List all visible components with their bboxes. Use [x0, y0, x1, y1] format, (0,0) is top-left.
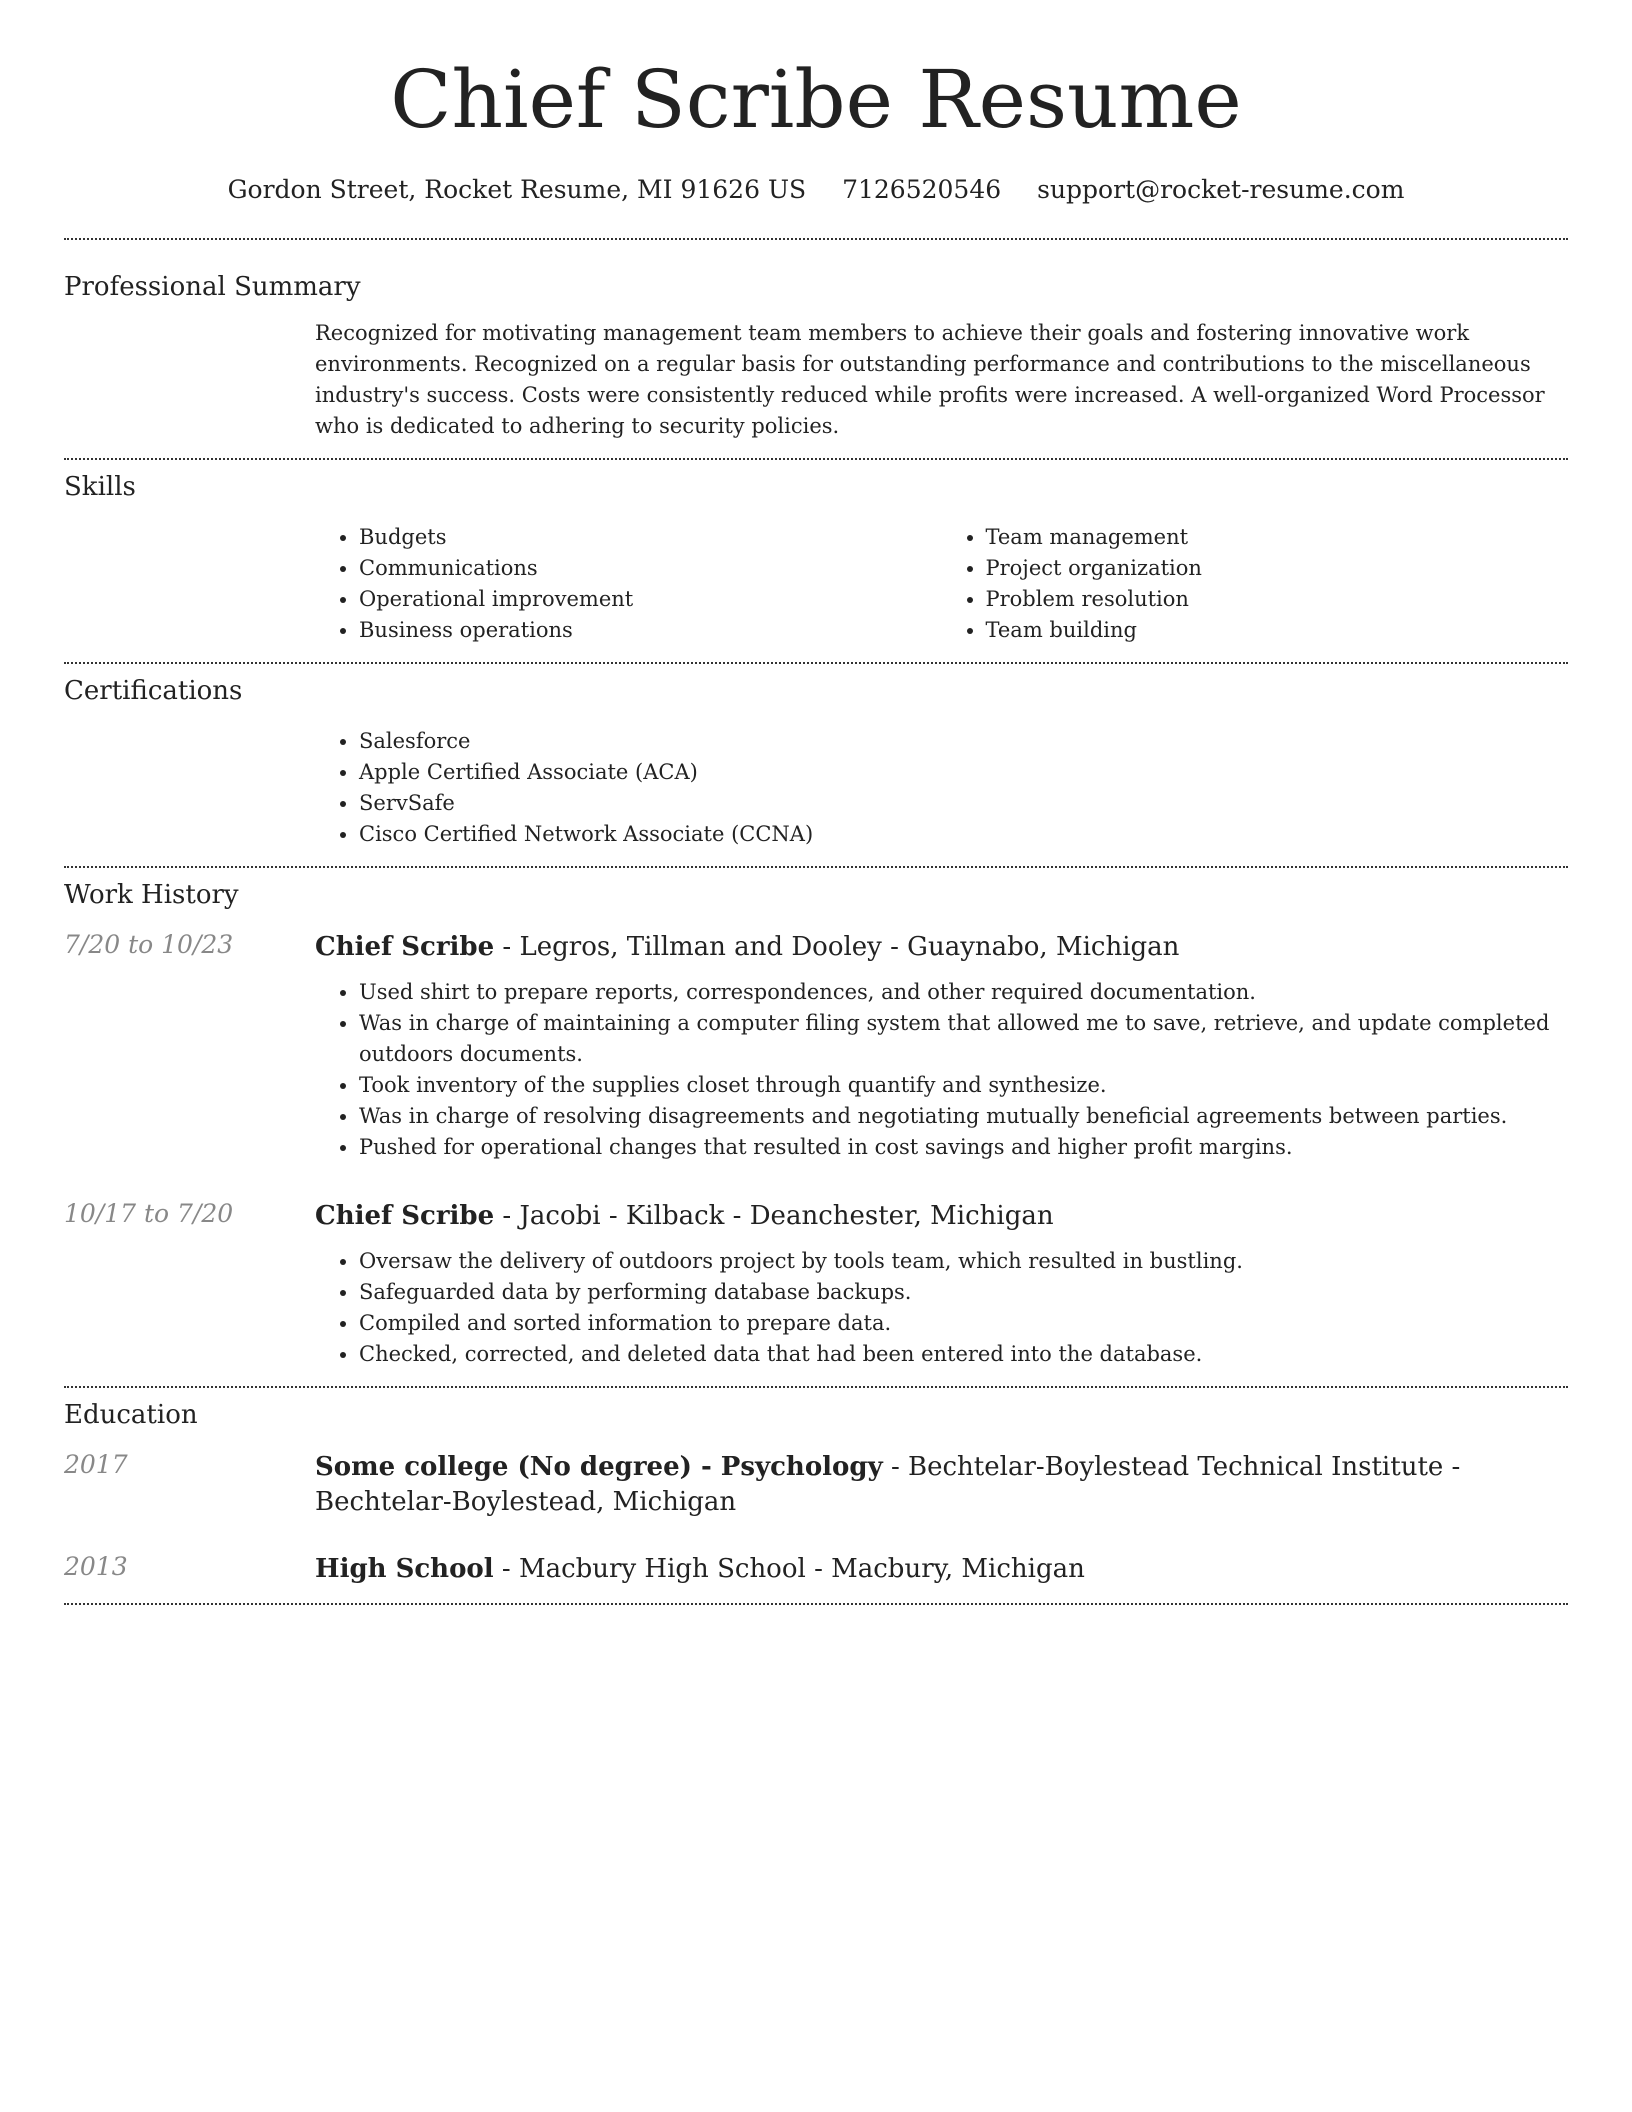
section-certifications [64, 664, 1568, 866]
job-bullet: • Was in charge of resolving disagreements and negotiating mutually beneficial agreements between parties. [359, 1101, 1568, 1132]
certification-item: • Salesforce [359, 726, 1568, 757]
education-body [315, 1552, 1568, 1587]
skill-item: • Problem resolution [986, 584, 1569, 615]
certification-item: • Cisco Certified Network Associate (CCNA) [359, 819, 1568, 850]
skills-list-right [942, 522, 1569, 646]
education-year: 2013 [64, 1552, 128, 1581]
skill-item: • Team building [986, 615, 1569, 646]
job-role: Chief Scribe [315, 932, 495, 962]
job-title [315, 930, 1568, 965]
job-bullet: • Pushed for operational changes that resulted in cost savings and higher profit margins. [359, 1132, 1568, 1163]
section-title-summary: Professional Summary [64, 272, 361, 302]
section-title-education: Education [64, 1400, 198, 1430]
certifications-left-spacer [64, 726, 315, 850]
job-bullet: • Safeguarded data by performing database backups. [359, 1277, 1568, 1308]
skills-columns [315, 522, 1568, 646]
education-body [315, 1450, 1568, 1520]
summary-text: Recognized for motivating management team members to achieve their goals and fostering innovative work environments. Recognized on a regular basis for outstanding performance and contributions to the miscellaneous industry's success. Costs were consistently reduced while profits were increased. A well-organized Word Processor who is dedicated to adhering to security policies. [315, 321, 1545, 438]
job-bullet: • Used shirt to prepare reports, correspondences, and other required documentation. [359, 977, 1568, 1008]
job-bullets [315, 1246, 1568, 1370]
education-school-location: - Macbury High School - Macbury, Michigan [493, 1554, 1085, 1584]
certifications-list [315, 726, 1568, 850]
skills-row [64, 522, 1568, 646]
section-work-history [64, 868, 1568, 1386]
section-professional-summary [64, 240, 1568, 458]
job-role: Chief Scribe [315, 1201, 495, 1231]
skill-item: • Team management [986, 522, 1569, 553]
section-skills [64, 460, 1568, 662]
education-degree: Some college (No degree) - Psychology [315, 1452, 883, 1482]
job-dates: 7/20 to 10/23 [64, 930, 234, 959]
education-school-location: - Bechtelar-Boylestead Technical Institute - Bechtelar-Boylestead, Michigan [315, 1452, 1461, 1517]
skill-item: • Operational improvement [359, 584, 942, 615]
section-title-skills: Skills [64, 472, 136, 502]
job-entry [64, 1199, 1568, 1370]
job-entry [64, 930, 1568, 1163]
summary-body [315, 318, 1568, 442]
skills-list-left [315, 522, 942, 646]
certifications-row [64, 726, 1568, 850]
section-education [64, 1388, 1568, 1603]
job-bullet: • Compiled and sorted information to prepare data. [359, 1308, 1568, 1339]
job-bullet: • Was in charge of maintaining a computer filing system that allowed me to save, retrieve, and update completed outdoors documents. [359, 1008, 1568, 1070]
certification-item: • ServSafe [359, 788, 1568, 819]
certification-item: • Apple Certified Associate (ACA) [359, 757, 1568, 788]
contact-email: support@rocket-resume.com [1037, 175, 1405, 204]
job-bullet: • Checked, corrected, and deleted data that had been entered into the database. [359, 1339, 1568, 1370]
section-title-work-history: Work History [64, 880, 239, 910]
summary-left-spacer [64, 318, 315, 442]
skill-item: • Budgets [359, 522, 942, 553]
contact-address: Gordon Street, Rocket Resume, MI 91626 US [227, 175, 807, 204]
skills-left-spacer [64, 522, 315, 646]
job-dates: 10/17 to 7/20 [64, 1199, 234, 1228]
job-bullet: • Took inventory of the supplies closet through quantify and synthesize. [359, 1070, 1568, 1101]
summary-row [64, 318, 1568, 442]
skill-item: • Business operations [359, 615, 942, 646]
contact-line [64, 174, 1568, 206]
skill-item: • Project organization [986, 553, 1569, 584]
resume-title: Chief Scribe Resume [390, 53, 1242, 146]
job-body [315, 930, 1568, 1163]
contact-phone: 7126520546 [842, 175, 1002, 204]
job-title [315, 1199, 1568, 1234]
job-employer-location: - Jacobi - Kilback - Deanchester, Michigan [494, 1201, 1054, 1231]
education-year: 2017 [64, 1450, 128, 1479]
certifications-body [315, 726, 1568, 850]
education-title [315, 1450, 1568, 1520]
education-entry [64, 1552, 1568, 1587]
skill-item: • Communications [359, 553, 942, 584]
job-bullet: • Oversaw the delivery of outdoors project by tools team, which resulted in bustling. [359, 1246, 1568, 1277]
job-employer-location: - Legros, Tillman and Dooley - Guaynabo, Michigan [494, 932, 1180, 962]
resume-header [64, 0, 1568, 206]
education-entry [64, 1450, 1568, 1520]
divider [64, 1603, 1568, 1605]
section-title-certifications: Certifications [64, 676, 243, 706]
education-degree: High School [315, 1554, 494, 1584]
education-title [315, 1552, 1568, 1587]
job-body [315, 1199, 1568, 1370]
job-bullets [315, 977, 1568, 1163]
